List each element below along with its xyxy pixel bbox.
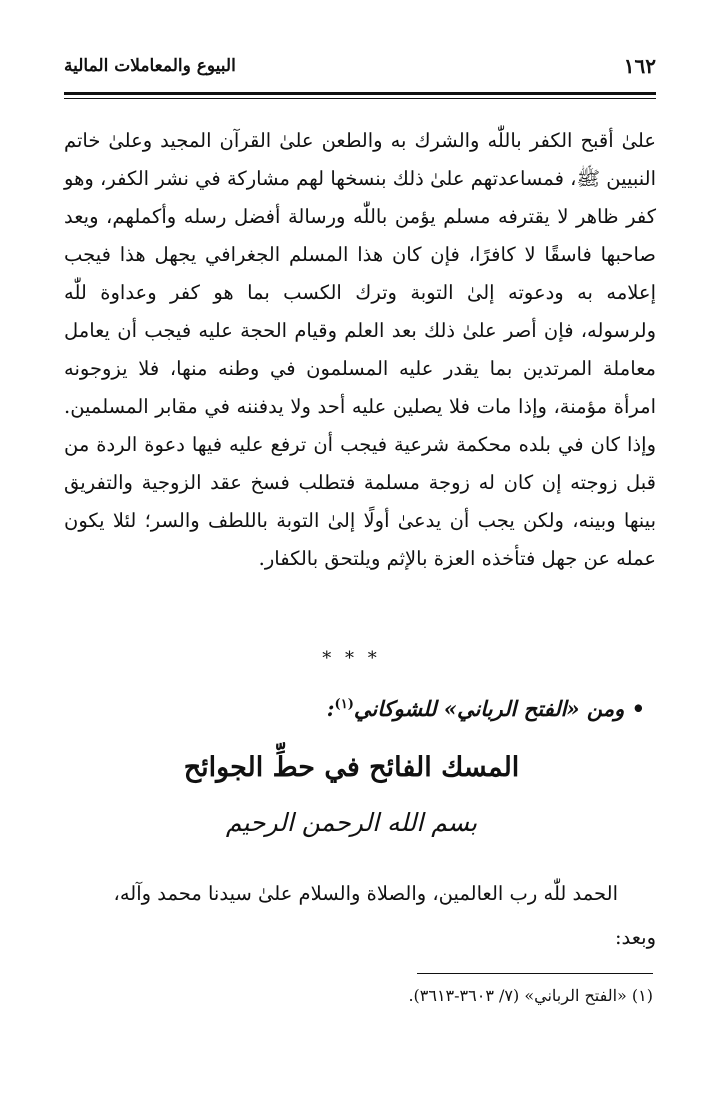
header-rule-thick xyxy=(64,92,656,95)
section-intro xyxy=(327,696,645,721)
opening-line-1: الحمد للّٰه رب العالمين، والصلاة والسلام علىٰ سيدنا محمد وآله، xyxy=(113,882,618,905)
section-separator: * * * xyxy=(322,648,381,669)
footnote-ref: (١) xyxy=(334,697,354,712)
running-title: البيوع والمعاملات المالية xyxy=(64,56,236,76)
footnote: (١) «الفتح الرباني» (٧/ ٣٦٠٣-٣٦١٣). xyxy=(408,986,653,1005)
bullet-icon: • xyxy=(631,696,645,721)
page-number: ١٦٢ xyxy=(623,54,656,78)
treatise-title: المسك الفائح في حطِّ الجوائح xyxy=(183,752,520,783)
footnote-rule xyxy=(417,973,653,974)
section-intro-text: ومن «الفتح الرباني» للشوكاني xyxy=(353,696,625,721)
page-header xyxy=(64,52,656,88)
basmala: بسم الله الرحمن الرحيم xyxy=(225,808,478,837)
opening-text xyxy=(64,872,656,960)
opening-line-2: وبعد: xyxy=(614,926,656,949)
header-rule-thin xyxy=(64,98,656,99)
paragraph-text: علىٰ أقبح الكفر باللّٰه والشرك به والطعن علىٰ القرآن المجيد وعلىٰ خاتم النبيين ﷺ، فمساعدتهم علىٰ ذلك بنسخها لهم مشاركة في نشر الكفر، وهو كفر ظاهر لا يقترفه مسلم يؤمن باللّٰه ورسالة أفضل رسله وأكملهم، ويعد صاحبها فاسقًا لا كافرًا، فإن كان هذا المسلم الجغرافي يجهل هذا فيجب إعلامه به ودعوته إلىٰ التوبة وترك الكسب بما هو كفر وعداوة للّٰه ولرسوله، فإن أصر علىٰ ذلك بعد العلم وقيام الحجة عليه فيجب أن يعامل معاملة المرتدين بما يقدر عليه المسلمون في وطنه منها، فلا يزوجونه امرأة مؤمنة، وإذا مات فلا يصلين عليه أحد ولا يدفننه في مقابر المسلمين. وإذا كان في بلده محكمة شرعية فيجب أن ترفع عليه فيها دعوة الردة من قبل زوجته إن كان له زوجة مسلمة فتطلب فسخ عقد الزوجية والتفريق بينها وبينه، ولكن يجب أن يدعىٰ أولًا إلىٰ التوبة باللطف والسر؛ لئلا يكون عمله عن جهل فتأخذه العزة بالإثم ويلتحق بالكفار. xyxy=(64,129,656,570)
intro-colon: : xyxy=(326,696,335,721)
main-paragraph xyxy=(64,122,656,578)
